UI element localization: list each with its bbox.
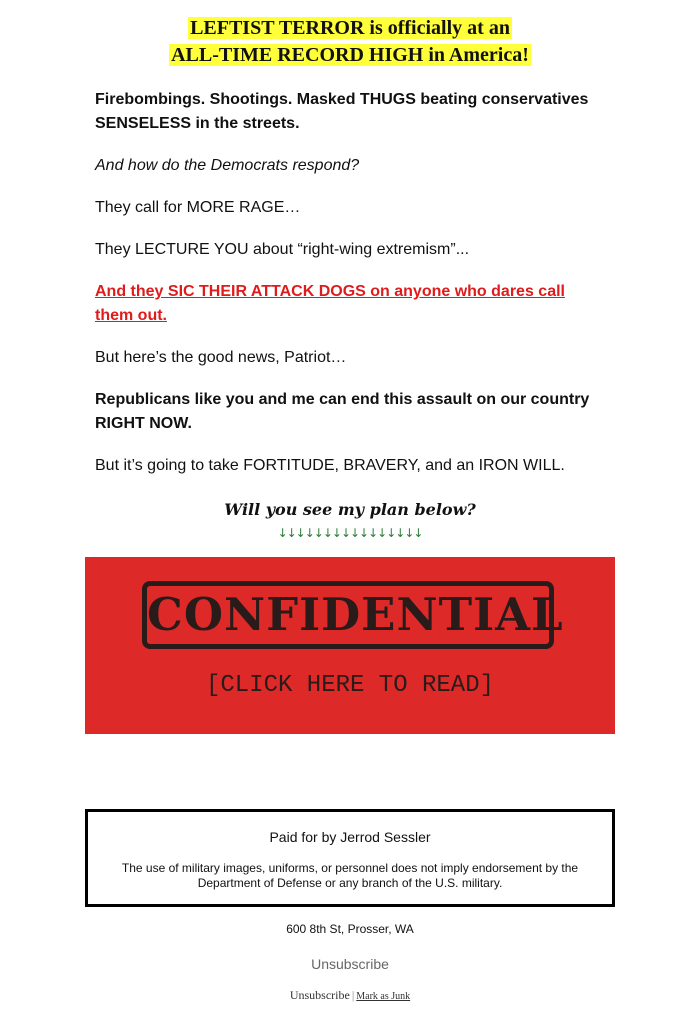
paragraph-more-rage: They call for MORE RAGE… (95, 199, 301, 216)
unsubscribe-link[interactable]: Unsubscribe (311, 956, 389, 972)
confidential-banner-button[interactable] (85, 557, 615, 734)
paragraph-democrats-respond: And how do the Democrats respond? (95, 157, 360, 174)
headline (0, 15, 700, 69)
body-copy (95, 88, 605, 496)
paragraph-end-assault: Republicans like you and me can end this assault on our country RIGHT NOW. (95, 391, 590, 432)
military-disclaimer-text: The use of military images, uniforms, or personnel does not imply endorsement by the Department of Defense or any branch of the U.S. military. (121, 861, 579, 890)
paragraph-fortitude: But it’s going to take FORTITUDE, BRAVERY, and an IRON WILL. (95, 457, 565, 474)
down-arrows-icon: ↓↓↓↓↓↓↓↓↓↓↓↓↓↓↓↓ (277, 526, 423, 540)
footer-separator: | (351, 988, 355, 1002)
paragraph-lecture: They LECTURE YOU about “right-wing extremism”... (95, 241, 470, 258)
mark-as-junk-link[interactable]: Mark as Junk (356, 991, 411, 1002)
footer-links (0, 987, 700, 1005)
click-here-to-read-label: [CLICK HERE TO READ] (205, 672, 495, 699)
plan-question: Will you see my plan below? (224, 500, 476, 519)
disclaimer-box (85, 809, 615, 907)
unsubscribe-small-link[interactable]: Unsubscribe (289, 988, 350, 1002)
paid-for-text: Paid for by Jerrod Sessler (269, 829, 431, 845)
headline-line-1: LEFTIST TERROR is officially at an (190, 17, 510, 39)
mailing-address: 600 8th St, Prosser, WA (286, 922, 414, 936)
paragraph-good-news: But here’s the good news, Patriot… (95, 349, 347, 366)
headline-line-2: ALL-TIME RECORD HIGH in America! (171, 44, 529, 66)
paragraph-firebombings: Firebombings. Shootings. Masked THUGS beating conservatives SENSELESS in the streets. (95, 91, 589, 132)
confidential-stamp: CONFIDENTIAL (142, 581, 554, 649)
attack-dogs-link[interactable]: And they SIC THEIR ATTACK DOGS on anyone who dares call them out. (95, 283, 565, 324)
